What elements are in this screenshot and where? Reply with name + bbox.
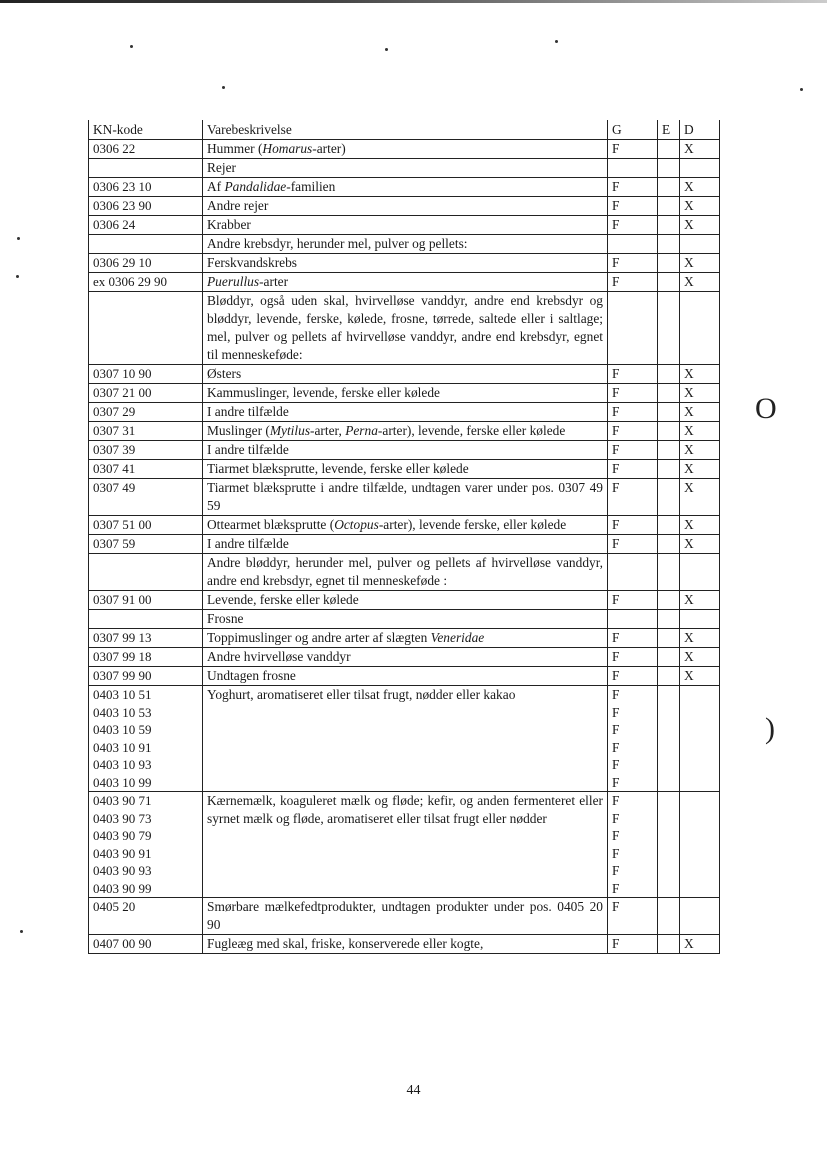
kn-code-list [89, 686, 203, 792]
table-row [89, 216, 720, 235]
scan-speck [17, 237, 20, 240]
kn-code: 0306 23 90 [89, 197, 203, 216]
col-e-mark [658, 792, 680, 898]
description [203, 610, 608, 629]
col-g-mark: F [608, 178, 658, 197]
table-row [89, 178, 720, 197]
col-d-mark [680, 159, 720, 178]
description [203, 460, 608, 479]
kn-code [89, 292, 203, 365]
description-italic: Puerullus [207, 274, 260, 289]
col-g-mark: F [612, 810, 620, 826]
description [203, 403, 608, 422]
col-e-mark [658, 273, 680, 292]
kn-code: 0403 90 91 [93, 845, 152, 861]
col-d-mark [680, 792, 720, 898]
col-g-mark: F [608, 535, 658, 554]
kn-code: 0307 31 [89, 422, 203, 441]
col-g-mark [608, 235, 658, 254]
col-e-mark [658, 629, 680, 648]
header-description: Varebeskrivelse [203, 120, 608, 140]
col-d-mark: X [680, 384, 720, 403]
col-g-mark: F [612, 863, 620, 878]
description-text: I andre tilfælde [207, 536, 289, 551]
kn-code: 0306 24 [89, 216, 203, 235]
kn-code: 0307 21 00 [89, 384, 203, 403]
table-row [89, 159, 720, 178]
description-text: -arter), levende ferske, eller kølede [378, 517, 567, 532]
description [203, 273, 608, 292]
kn-code: 0403 90 73 [93, 810, 152, 826]
scan-top-edge [0, 0, 827, 3]
description-text: -arter [259, 274, 289, 289]
description-text: -arter), levende, ferske eller kølede [377, 423, 566, 438]
description-text: Ottearmet blæksprutte ( [207, 517, 335, 532]
description [203, 235, 608, 254]
col-g-mark: F [608, 479, 658, 516]
table-row [89, 535, 720, 554]
description [203, 629, 608, 648]
description-text: Andre bløddyr, herunder mel, pulver og pellets af hvirvelløse vanddyr, andre end krebsdyr, egnet til menneskeføde : [207, 555, 603, 588]
description-italic: Veneridae [430, 630, 485, 645]
col-g-mark [608, 292, 658, 365]
col-g-mark: F [608, 365, 658, 384]
description [203, 384, 608, 403]
col-e-mark [658, 216, 680, 235]
kn-code: 0405 20 [89, 898, 203, 935]
col-g-mark: F [612, 793, 620, 808]
kn-code: 0403 10 99 [93, 774, 152, 790]
description-text: Andre krebsdyr, herunder mel, pulver og pellets: [207, 236, 468, 251]
table-row [89, 591, 720, 610]
description-text: Muslinger ( [207, 423, 270, 438]
col-g-mark: F [608, 460, 658, 479]
description [203, 422, 608, 441]
table-row-group [89, 686, 720, 792]
description-text: -arter, [310, 423, 346, 438]
col-g-mark: F [612, 687, 620, 702]
table-row [89, 479, 720, 516]
punch-hole-mark: O [755, 392, 777, 425]
kn-code-list [89, 792, 203, 898]
col-g-mark: F [608, 935, 658, 954]
table-row [89, 365, 720, 384]
description [203, 254, 608, 273]
description-text: Undtagen frosne [207, 668, 296, 683]
col-d-mark: X [680, 178, 720, 197]
kn-code [89, 159, 203, 178]
kn-code [89, 610, 203, 629]
kn-code: 0403 90 71 [93, 793, 152, 808]
kn-code: 0307 99 90 [89, 667, 203, 686]
description-text: Andre hvirvelløse vanddyr [207, 649, 351, 664]
col-d-mark: X [680, 591, 720, 610]
description-text: Andre rejer [207, 198, 269, 213]
table-row [89, 460, 720, 479]
col-e-mark [658, 159, 680, 178]
description-italic: Pandalidae [224, 179, 287, 194]
description [203, 140, 608, 159]
table-row [89, 140, 720, 159]
col-g-mark-list [608, 686, 658, 792]
header-g: G [608, 120, 658, 140]
col-g-mark: F [612, 704, 620, 720]
description [203, 159, 608, 178]
scan-speck [20, 930, 23, 933]
col-g-mark: F [612, 757, 620, 772]
col-e-mark [658, 292, 680, 365]
kn-code: 0403 10 53 [93, 704, 152, 720]
description: Kærnemælk, koaguleret mælk og fløde; kefir, og anden fermenteret eller syrnet mælk og fløde, aromatiseret eller tilsat frugt eller nødder [203, 792, 608, 898]
col-g-mark-list [608, 792, 658, 898]
kn-code: 0307 49 [89, 479, 203, 516]
kn-code: 0307 10 90 [89, 365, 203, 384]
col-g-mark: F [608, 403, 658, 422]
table-row [89, 610, 720, 629]
description [203, 667, 608, 686]
col-d-mark: X [680, 441, 720, 460]
description-text: Østers [207, 366, 242, 381]
col-e-mark [658, 384, 680, 403]
kn-code [89, 235, 203, 254]
description [203, 441, 608, 460]
description-text: Krabber [207, 217, 251, 232]
col-e-mark [658, 898, 680, 935]
col-d-mark [680, 898, 720, 935]
col-e-mark [658, 403, 680, 422]
col-g-mark [608, 554, 658, 591]
table-header-row [89, 120, 720, 140]
col-d-mark [680, 292, 720, 365]
col-e-mark [658, 235, 680, 254]
col-d-mark: X [680, 460, 720, 479]
description-italic: Octopus [334, 517, 379, 532]
col-d-mark: X [680, 648, 720, 667]
scan-speck [555, 40, 558, 43]
col-d-mark [680, 554, 720, 591]
description [203, 292, 608, 365]
table-row-group [89, 792, 720, 898]
col-e-mark [658, 535, 680, 554]
description [203, 648, 608, 667]
col-e-mark [658, 441, 680, 460]
table-row [89, 898, 720, 935]
description-text: I andre tilfælde [207, 404, 289, 419]
kn-code: 0307 59 [89, 535, 203, 554]
col-g-mark: F [608, 648, 658, 667]
description [203, 535, 608, 554]
table-row [89, 935, 720, 954]
col-g-mark: F [612, 880, 620, 896]
description-text: Af [207, 179, 225, 194]
col-g-mark: F [608, 384, 658, 403]
table-row [89, 441, 720, 460]
col-e-mark [658, 935, 680, 954]
col-d-mark: X [680, 197, 720, 216]
kn-code: 0403 10 51 [93, 687, 152, 702]
col-e-mark [658, 254, 680, 273]
col-d-mark: X [680, 365, 720, 384]
description-text: Bløddyr, også uden skal, hvirvelløse vanddyr, andre end krebsdyr og bløddyr, levende, ferske, kølede, frosne, tørrede, saltede eller i saltlage; mel, pulver og pellets af hvirvelløse vanddyr, andre end krebsdyr, egnet til menneskeføde: [207, 293, 603, 362]
description-italic: Homarus [262, 141, 313, 156]
col-d-mark: X [680, 273, 720, 292]
table-row [89, 648, 720, 667]
col-e-mark [658, 460, 680, 479]
kn-code: ex 0306 29 90 [89, 273, 203, 292]
col-g-mark: F [612, 739, 620, 755]
description: Fugleæg med skal, friske, konserverede eller kogte, [203, 935, 608, 954]
table-row [89, 384, 720, 403]
table-row [89, 273, 720, 292]
col-d-mark: X [680, 516, 720, 535]
col-g-mark [608, 159, 658, 178]
col-d-mark: X [680, 254, 720, 273]
kn-code [89, 554, 203, 591]
col-g-mark: F [608, 216, 658, 235]
description-italic: Perna [345, 423, 378, 438]
col-d-mark [680, 235, 720, 254]
col-d-mark: X [680, 422, 720, 441]
header-e: E [658, 120, 680, 140]
col-g-mark: F [612, 722, 620, 737]
col-d-mark [680, 610, 720, 629]
description-text: Ferskvandskrebs [207, 255, 298, 270]
col-d-mark: X [680, 535, 720, 554]
description: Smørbare mælkefedtprodukter, undtagen produkter under pos. 0405 20 90 [203, 898, 608, 935]
col-g-mark: F [608, 273, 658, 292]
kn-code: 0407 00 90 [89, 935, 203, 954]
kn-code: 0307 99 18 [89, 648, 203, 667]
description [203, 479, 608, 516]
description-text: -arter) [312, 141, 346, 156]
scan-speck [800, 88, 803, 91]
col-e-mark [658, 554, 680, 591]
table-row [89, 292, 720, 365]
scan-speck [16, 275, 19, 278]
col-g-mark [608, 610, 658, 629]
col-e-mark [658, 610, 680, 629]
kn-code: 0403 10 59 [93, 722, 152, 737]
col-e-mark [658, 686, 680, 792]
table-row [89, 629, 720, 648]
table-row [89, 516, 720, 535]
col-e-mark [658, 516, 680, 535]
col-d-mark: X [680, 403, 720, 422]
description-text: Kammuslinger, levende, ferske eller kølede [207, 385, 440, 400]
col-d-mark: X [680, 935, 720, 954]
scan-speck [385, 48, 388, 51]
kn-code: 0307 99 13 [89, 629, 203, 648]
description-text: Levende, ferske eller kølede [207, 592, 359, 607]
col-g-mark: F [608, 254, 658, 273]
col-e-mark [658, 591, 680, 610]
col-g-mark: F [608, 629, 658, 648]
description [203, 197, 608, 216]
kn-code: 0307 51 00 [89, 516, 203, 535]
col-d-mark: X [680, 140, 720, 159]
kn-code: 0306 22 [89, 140, 203, 159]
col-g-mark: F [608, 898, 658, 935]
description: Yoghurt, aromatiseret eller tilsat frugt, nødder eller kakao [203, 686, 608, 792]
description-text: Frosne [207, 611, 244, 626]
kn-code: 0403 90 99 [93, 880, 152, 896]
description [203, 216, 608, 235]
col-d-mark: X [680, 667, 720, 686]
col-g-mark: F [612, 845, 620, 861]
description [203, 516, 608, 535]
punch-hole-mark: ) [765, 712, 775, 745]
col-g-mark: F [608, 591, 658, 610]
col-g-mark: F [608, 197, 658, 216]
description-text: Toppimuslinger og andre arter af slægten [207, 630, 431, 645]
col-g-mark: F [608, 441, 658, 460]
col-e-mark [658, 422, 680, 441]
description [203, 365, 608, 384]
kn-code: 0306 29 10 [89, 254, 203, 273]
col-d-mark: X [680, 479, 720, 516]
kn-code: 0307 41 [89, 460, 203, 479]
kn-code: 0307 39 [89, 441, 203, 460]
col-g-mark: F [608, 667, 658, 686]
header-code: KN-kode [89, 120, 203, 140]
kn-code: 0403 10 91 [93, 739, 152, 755]
description-text: Tiarmet blæksprutte i andre tilfælde, undtagen varer under pos. 0307 49 59 [207, 480, 603, 513]
table-row [89, 422, 720, 441]
kn-code: 0403 90 79 [93, 828, 152, 843]
kn-code: 0403 10 93 [93, 757, 152, 772]
description-text: Tiarmet blæksprutte, levende, ferske eller kølede [207, 461, 469, 476]
col-e-mark [658, 365, 680, 384]
col-d-mark [680, 686, 720, 792]
kn-code: 0307 91 00 [89, 591, 203, 610]
col-g-mark: F [608, 516, 658, 535]
col-g-mark: F [608, 422, 658, 441]
description [203, 178, 608, 197]
table-row [89, 554, 720, 591]
col-e-mark [658, 667, 680, 686]
col-e-mark [658, 140, 680, 159]
table-row [89, 197, 720, 216]
col-d-mark: X [680, 216, 720, 235]
col-g-mark: F [608, 140, 658, 159]
table-row [89, 254, 720, 273]
table-row [89, 235, 720, 254]
description-text: Hummer ( [207, 141, 263, 156]
col-e-mark [658, 178, 680, 197]
col-e-mark [658, 479, 680, 516]
description [203, 554, 608, 591]
header-d: D [680, 120, 720, 140]
col-g-mark: F [612, 774, 620, 790]
tariff-table [88, 120, 720, 954]
kn-code: 0403 90 93 [93, 863, 152, 878]
description-text: -familien [286, 179, 336, 194]
col-d-mark: X [680, 629, 720, 648]
description-text: I andre tilfælde [207, 442, 289, 457]
table-row [89, 403, 720, 422]
kn-code: 0307 29 [89, 403, 203, 422]
page-number: 44 [406, 1083, 421, 1098]
kn-code: 0306 23 10 [89, 178, 203, 197]
table-row [89, 667, 720, 686]
description [203, 591, 608, 610]
col-e-mark [658, 648, 680, 667]
scan-speck [222, 86, 225, 89]
scan-speck [130, 45, 133, 48]
col-g-mark: F [612, 828, 620, 843]
description-text: Rejer [207, 160, 236, 175]
description-italic: Mytilus [269, 423, 311, 438]
col-e-mark [658, 197, 680, 216]
